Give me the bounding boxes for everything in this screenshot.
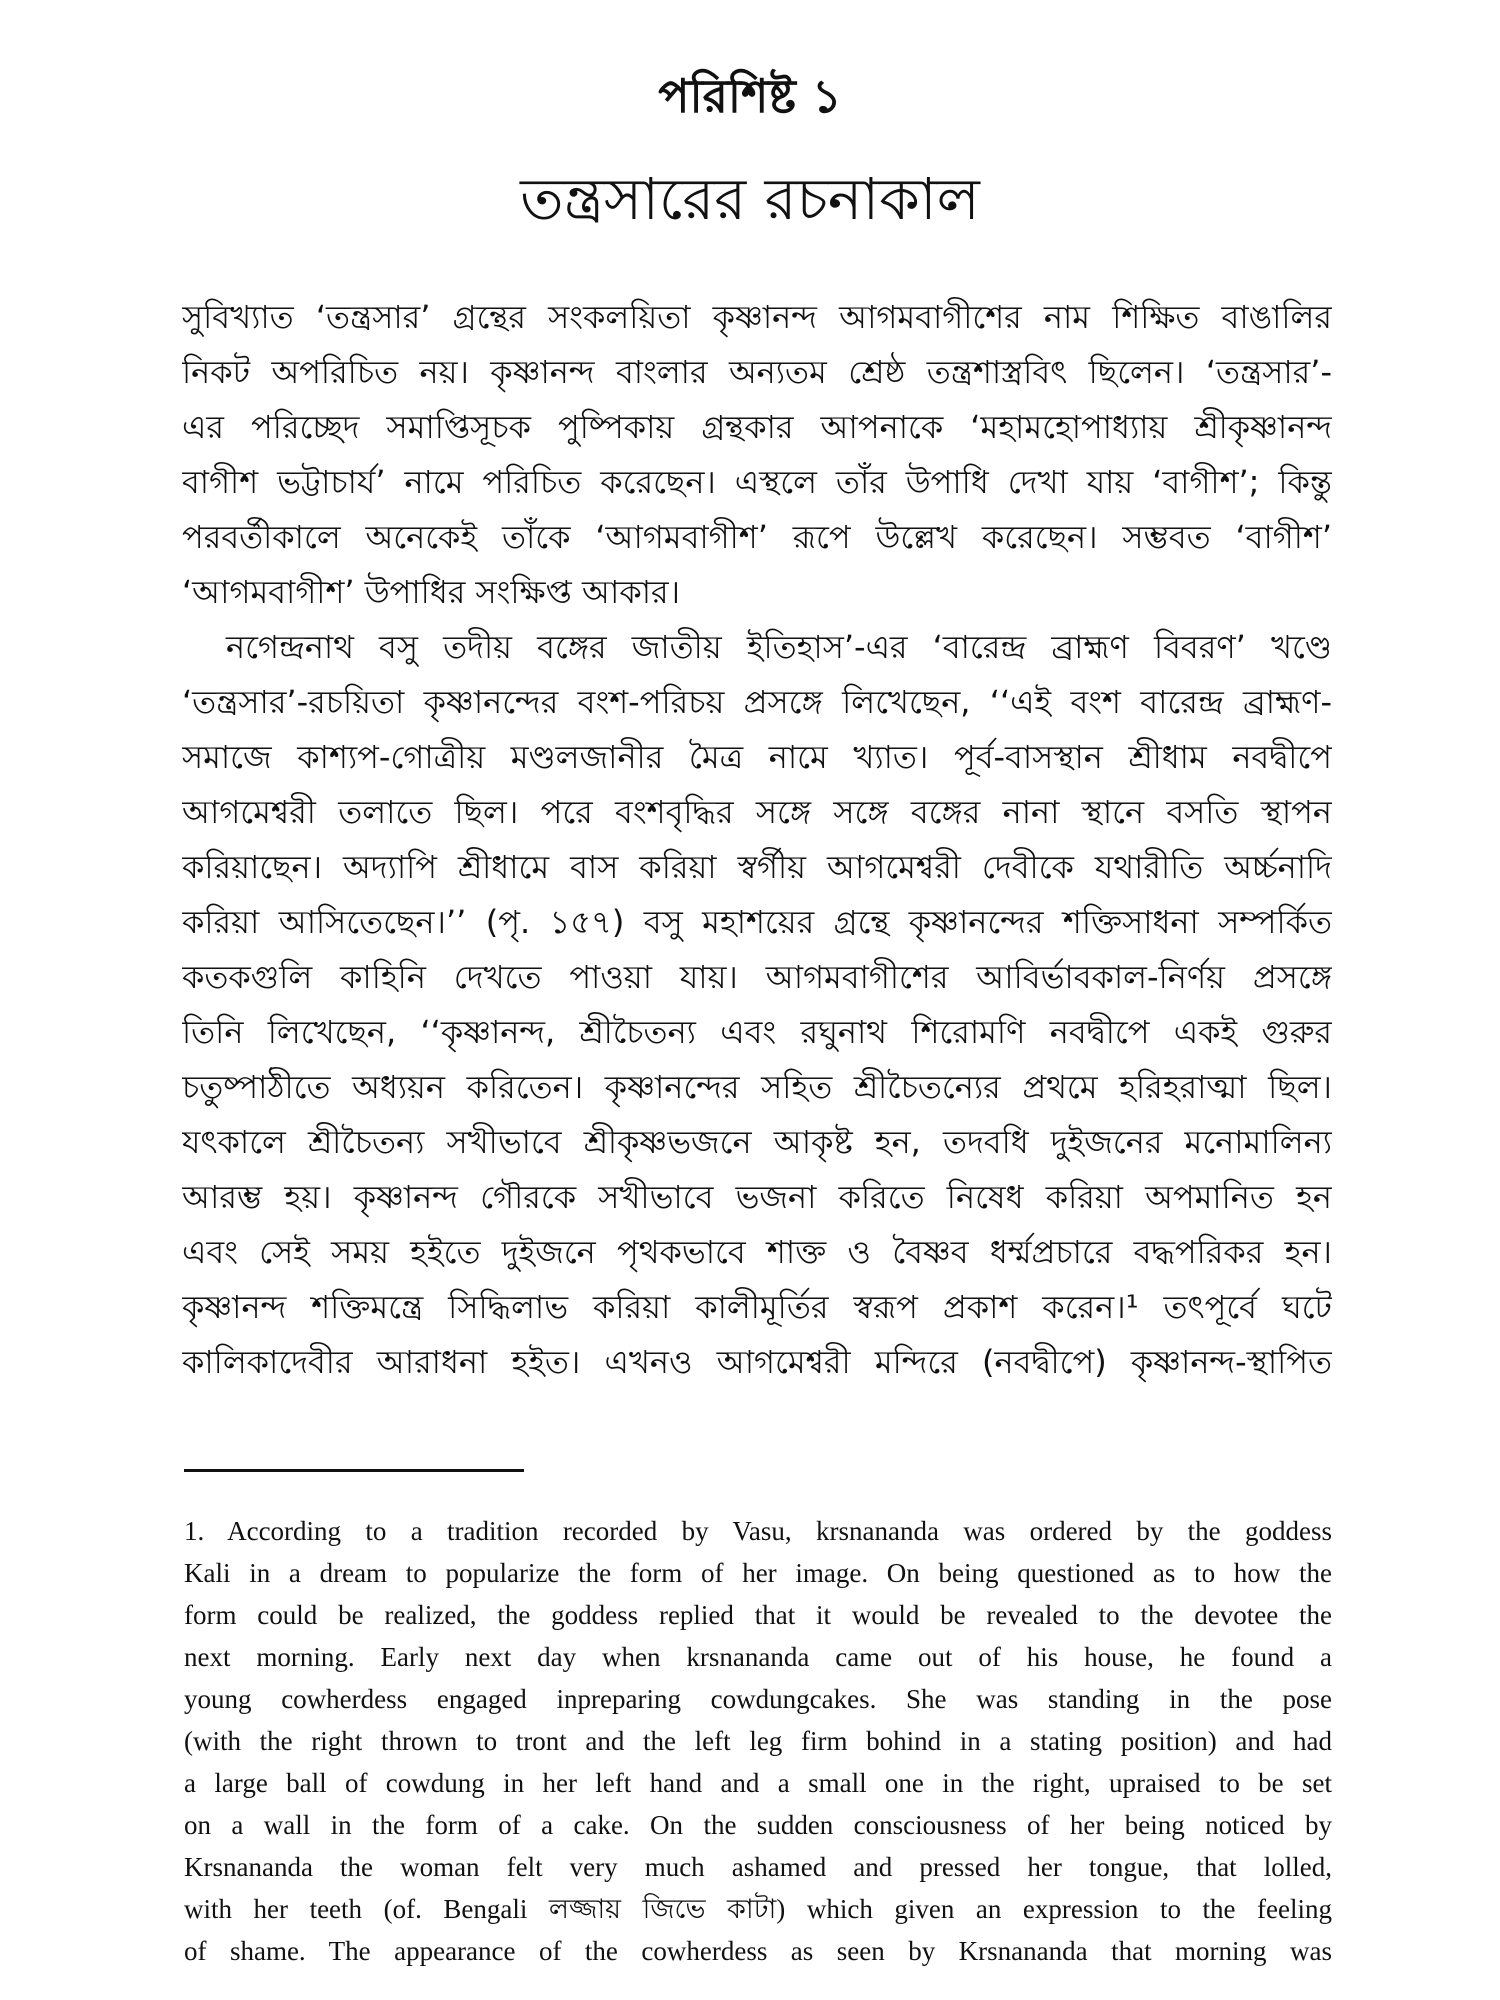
body-line: নগেন্দ্রনাথ বসু তদীয় বঙ্গের জাতীয় ইতিহাস’-এর ‘বারেন্দ্র ব্রাহ্মণ বিবরণ’ খণ্ডে (226, 628, 1332, 666)
body-line: পরবর্তীকালে অনেকেই তাঁকে ‘আগমবাগীশ’ রূপে উল্লেখ করেছেন। সম্ভবত ‘বাগীশ’ (182, 518, 1332, 556)
footnote-line: Krsnananda the woman felt very much ashamed and pressed her tongue, that lolled, (184, 1852, 1332, 1882)
body-line: বাগীশ ভট্টাচার্য’ নামে পরিচিত করেছেন। এস্থলে তাঁর উপাধি দেখা যায় ‘বাগীশ’; কিন্তু (182, 463, 1332, 501)
footnote-divider (184, 1469, 524, 1472)
footnote-line: form could be realized, the goddess replied that it would be revealed to the devotee the (184, 1600, 1332, 1630)
footnote-line: on a wall in the form of a cake. On the sudden consciousness of her being noticed by (184, 1810, 1332, 1840)
body-line: করিয়া আসিতেছেন।’’ (পৃ. ১৫৭) বসু মহাশয়ের গ্রন্থে কৃষ্ণানন্দের শক্তিসাধনা সম্পর্কিত (182, 903, 1332, 941)
footnote-line: with her teeth (of. Bengali লজ্জায় জিভে কাটা) which given an expression to the feeling (184, 1894, 1332, 1924)
body-line: এর পরিচ্ছেদ সমাপ্তিসূচক পুষ্পিকায় গ্রন্থকার আপনাকে ‘মহামহোপাধ্যায় শ্রীকৃষ্ণানন্দ (182, 408, 1332, 446)
body-line: সুবিখ্যাত ‘তন্ত্রসার’ গ্রন্থের সংকলয়িতা কৃষ্ণানন্দ আগমবাগীশের নাম শিক্ষিত বাঙালির (182, 298, 1332, 336)
body-line: আরম্ভ হয়। কৃষ্ণানন্দ গৌরকে সখীভাবে ভজনা করিতে নিষেধ করিয়া অপমানিত হন (182, 1178, 1332, 1216)
body-line: সমাজে কাশ্যপ-গোত্রীয় মণ্ডলজানীর মৈত্র নামে খ্যাত। পূর্ব-বাসস্থান শ্রীধাম নবদ্বীপে (182, 738, 1332, 776)
body-line: কালিকাদেবীর আরাধনা হইত। এখনও আগমেশ্বরী মন্দিরে (নবদ্বীপে) কৃষ্ণানন্দ-স্থাপিত (182, 1343, 1332, 1381)
body-line: কৃষ্ণানন্দ শক্তিমন্ত্রে সিদ্ধিলাভ করিয়া কালীমূর্তির স্বরূপ প্রকাশ করেন।¹ তৎপূর্বে ঘটে (182, 1288, 1332, 1326)
footnote-line: next morning. Early next day when krsnananda came out of his house, he found a (184, 1642, 1332, 1672)
body-line: ‘আগমবাগীশ’ উপাধির সংক্ষিপ্ত আকার। (182, 573, 681, 611)
body-text (182, 290, 1332, 1390)
body-line: আগমেশ্বরী তলাতে ছিল। পরে বংশবৃদ্ধির সঙ্গে সঙ্গে বঙ্গের নানা স্থানে বসতি স্থাপন (182, 793, 1332, 831)
footnote-line: of shame. The appearance of the cowherdess as seen by Krsnananda that morning was (184, 1936, 1332, 1966)
footnote-line: 1. According to a tradition recorded by Vasu, krsnananda was ordered by the goddess (184, 1516, 1332, 1546)
footnote-block (184, 1510, 1332, 1972)
body-line: কতকগুলি কাহিনি দেখতে পাওয়া যায়। আগমবাগীশের আবির্ভাবকাল-নির্ণয় প্রসঙ্গে (182, 958, 1332, 996)
footnote-line: Kali in a dream to popularize the form of her image. On being questioned as to how the (184, 1558, 1332, 1588)
body-line: এবং সেই সময় হইতে দুইজনে পৃথকভাবে শাক্ত ও বৈষ্ণব ধর্ম্মপ্রচারে বদ্ধপরিকর হন। (182, 1233, 1332, 1271)
body-line: নিকট অপরিচিত নয়। কৃষ্ণানন্দ বাংলার অন্যতম শ্রেষ্ঠ তন্ত্রশাস্ত্রবিৎ ছিলেন। ‘তন্ত্রসার’- (182, 353, 1332, 391)
body-line: করিয়াছেন। অদ্যাপি শ্রীধামে বাস করিয়া স্বর্গীয় আগমেশ্বরী দেবীকে যথারীতি অর্চ্চনাদি (182, 848, 1332, 886)
chapter-title: তন্ত্রসারের রচনাকাল (520, 165, 980, 233)
body-line: তিনি লিখেছেন, ‘‘কৃষ্ণানন্দ, শ্রীচৈতন্য এবং রঘুনাথ শিরোমণি নবদ্বীপে একই গুরুর (182, 1013, 1332, 1051)
body-line: ‘তন্ত্রসার’-রচয়িতা কৃষ্ণানন্দের বংশ-পরিচয় প্রসঙ্গে লিখেছেন, ‘‘এই বংশ বারেন্দ্র ব্রাহ্মণ- (182, 683, 1332, 721)
footnote-line: young cowherdess engaged inpreparing cowdungcakes. She was standing in the pose (184, 1684, 1332, 1714)
body-line: যৎকালে শ্রীচৈতন্য সখীভাবে শ্রীকৃষ্ণভজনে আকৃষ্ট হন, তদবধি দুইজনের মনোমালিন্য (182, 1123, 1332, 1161)
footnote-line: a large ball of cowdung in her left hand and a small one in the right, upraised to be set (184, 1768, 1332, 1798)
appendix-label: পরিশিষ্ট ১ (658, 69, 842, 123)
footnote-line: (with the right thrown to tront and the left leg firm bohind in a stating position) and had (184, 1726, 1332, 1756)
body-line: চতুষ্পাঠীতে অধ্যয়ন করিতেন। কৃষ্ণানন্দের সহিত শ্রীচৈতন্যের প্রথমে হরিহরাত্মা ছিল। (182, 1068, 1332, 1106)
